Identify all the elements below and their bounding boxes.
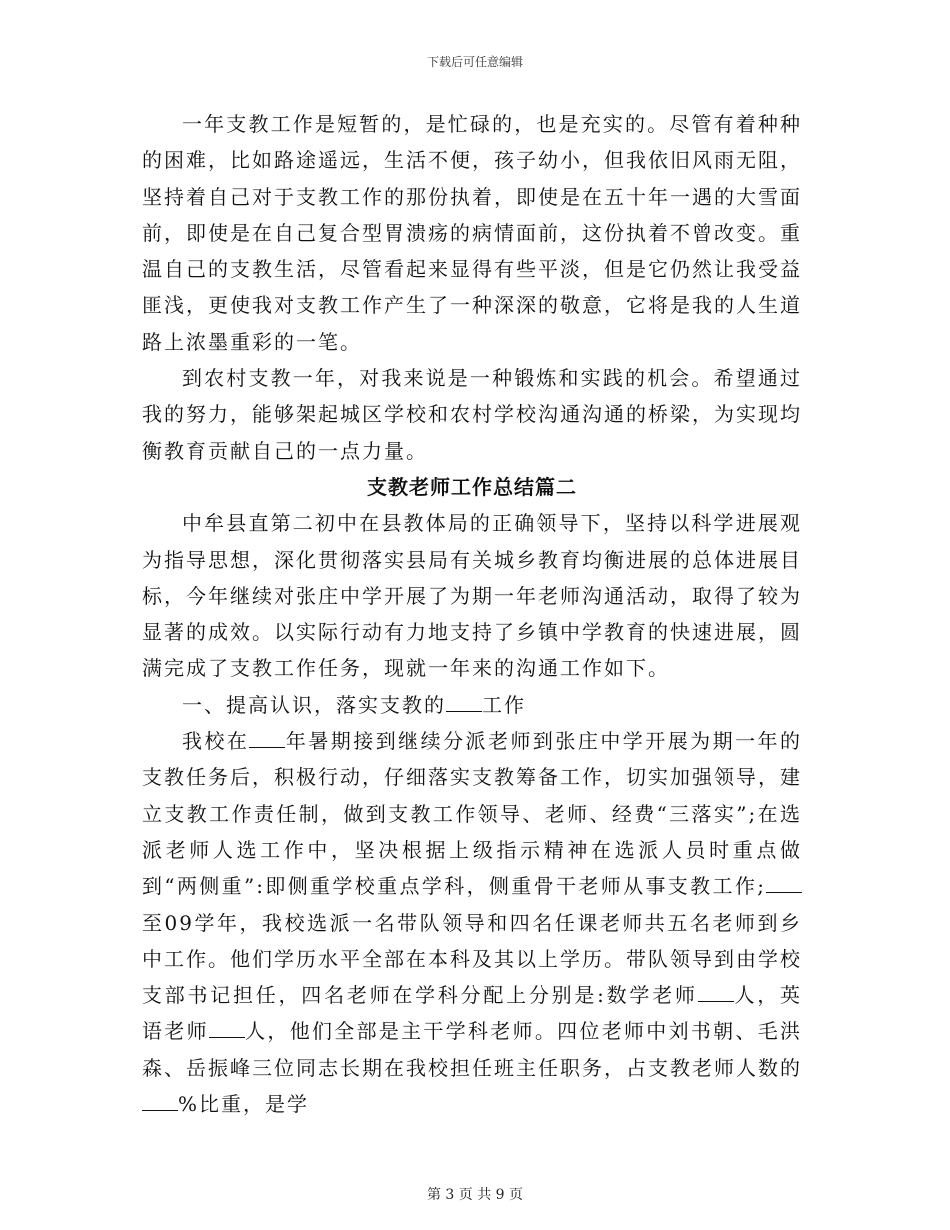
fill-blank bbox=[142, 1092, 178, 1111]
item-heading-text-end: 工作 bbox=[482, 692, 526, 717]
paragraph-5 bbox=[142, 723, 802, 1122]
fill-blank bbox=[446, 693, 482, 712]
text-run: 至09学年，我校选派一名带队领导和四名任课老师共五名老师到乡中工作。他们学历水平全部在本科及其以上学历。带队领导到由学校支部书记担任，四名老师在学科分配上分别是:数学老师 bbox=[142, 910, 802, 1008]
item-heading-text: 一、提高认识，落实支教的 bbox=[182, 692, 446, 717]
fill-blank bbox=[209, 1019, 245, 1038]
fill-blank bbox=[766, 874, 802, 893]
section-title: 支教老师工作总结篇二 bbox=[367, 474, 577, 499]
item-heading-1 bbox=[142, 687, 802, 723]
page-header: 下载后可任意编辑 bbox=[426, 55, 523, 69]
text-run: 我校在 bbox=[182, 729, 250, 754]
text-run: 年暑期接到继续分派老师到张庄中学开展为期一年的支教任务后，积极行动，仔细落实支教筹备工作，切实加强领导，建立支教工作责任制，做到支教工作领导、老师、经费“三落实”;在选派老师人选工作中，坚决根据上级指示精神在选派人员时重点做到“两侧重”:即侧重学校重点学科，侧重骨干老师从事支教工作; bbox=[142, 729, 803, 899]
fill-blank bbox=[698, 983, 734, 1002]
text-run: 人，英语老师 bbox=[142, 983, 802, 1044]
page-footer: 第 3 页 共 9 页 bbox=[426, 1187, 524, 1203]
fill-blank bbox=[249, 729, 285, 748]
paragraph-3: 中牟县直第二初中在县教体局的正确领导下，坚持以科学进展观为指导思想，深化贯彻落实县局有关城乡教育均衡进展的总体进展目标，今年继续对张庄中学开展了为期一年老师沟通活动，取得了较为显著的成效。以实际行动有力地支持了乡镇中学教育的快速进展，圆满完成了支教工作任务，现就一年来的沟通工作如下。 bbox=[142, 511, 802, 681]
paragraph-2: 到农村支教一年，对我来说是一种锻炼和实践的机会。希望通过我的努力，能够架起城区学校和农村学校沟通沟通的桥梁，为实现均衡教育贡献自己的一点力量。 bbox=[142, 366, 802, 463]
text-run: 人，他们全部是主干学科老师。四位老师中刘书朝、毛洪森、岳振峰三位同志长期在我校担任班主任职务，占支教老师人数的 bbox=[142, 1019, 803, 1080]
text-run: %比重，是学 bbox=[178, 1092, 310, 1117]
document-body bbox=[142, 106, 802, 1122]
paragraph-1: 一年支教工作是短暂的，是忙碌的，也是充实的。尽管有着种种的困难，比如路途遥远，生活不便，孩子幼小，但我依旧风雨无阻，坚持着自己对于支教工作的那份执着，即使是在五十年一遇的大雪面前，即使是在自己复合型胃溃疡的病情面前，这份执着不曾改变。重温自己的支教生活，尽管看起来显得有些平淡，但是它仍然让我受益匪浅，更使我对支教工作产生了一种深深的敬意，它将是我的人生道路上浓墨重彩的一笔。 bbox=[142, 112, 802, 354]
